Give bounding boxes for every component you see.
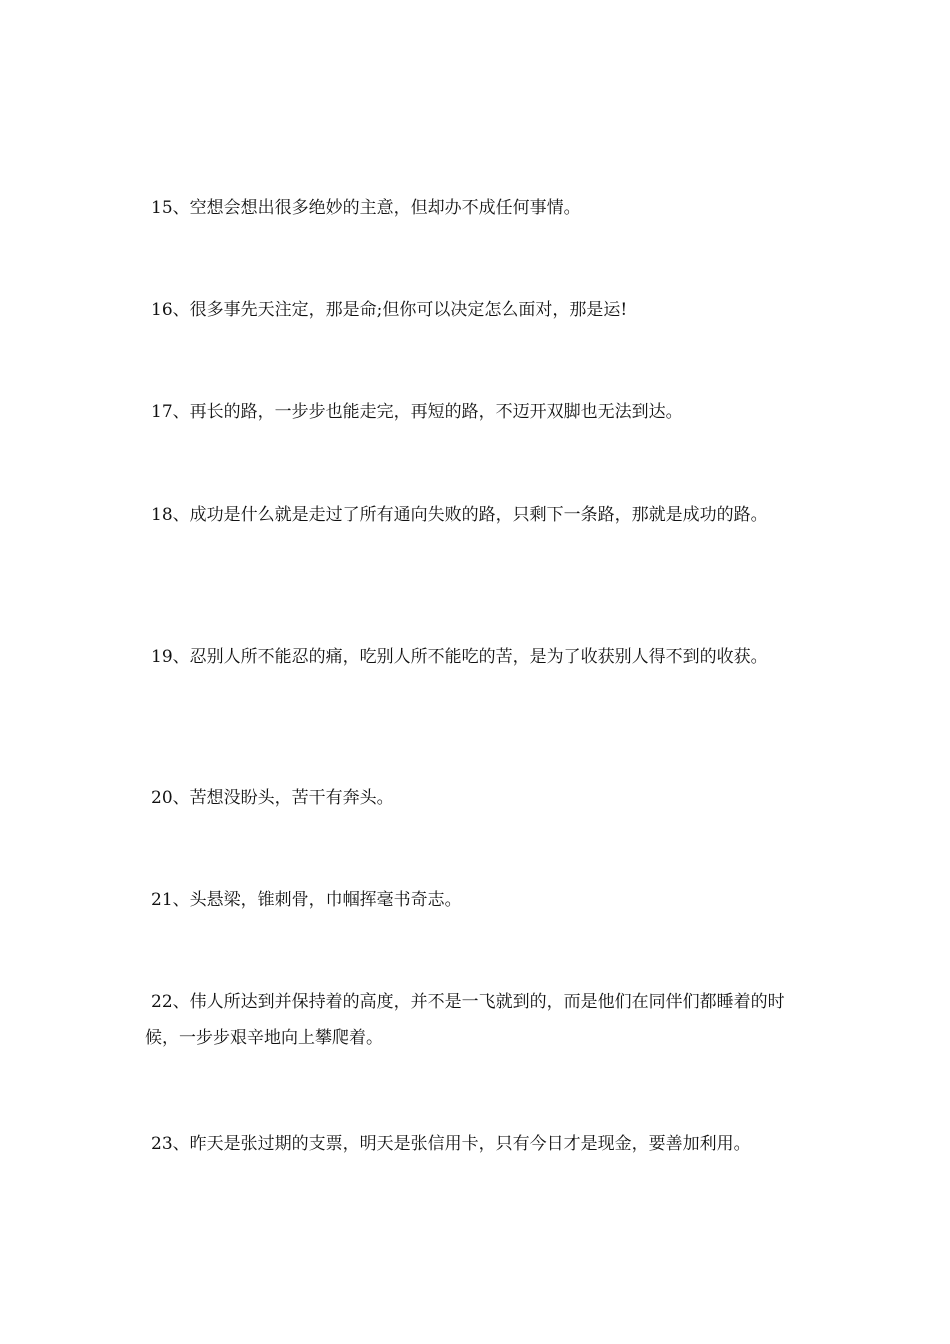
paragraph-21: 21、头悬梁，锥刺骨，巾帼挥毫书奇志。 — [151, 890, 462, 910]
paragraph-20: 20、苦想没盼头，苦干有奔头。 — [151, 788, 394, 808]
paragraph-18: 18、成功是什么就是走过了所有通向失败的路，只剩下一条路，那就是成功的路。 — [151, 505, 768, 525]
paragraph-17: 17、再长的路，一步步也能走完，再短的路，不迈开双脚也无法到达。 — [151, 402, 683, 422]
paragraph-19: 19、忍别人所不能忍的痛，吃别人所不能吃的苦，是为了收获别人得不到的收获。 — [151, 647, 768, 667]
paragraph-22: 22、伟人所达到并保持着的高度，并不是一飞就到的，而是他们在同伴们都睡着的时候，一步步艰辛地向上攀爬着。 — [145, 992, 785, 1048]
paragraph-16: 16、很多事先天注定，那是命;但你可以决定怎么面对，那是运! — [151, 300, 628, 320]
paragraph-15: 15、空想会想出很多绝妙的主意，但却办不成任何事情。 — [151, 198, 581, 218]
paragraph-23: 23、昨天是张过期的支票，明天是张信用卡，只有今日才是现金，要善加利用。 — [151, 1134, 751, 1154]
